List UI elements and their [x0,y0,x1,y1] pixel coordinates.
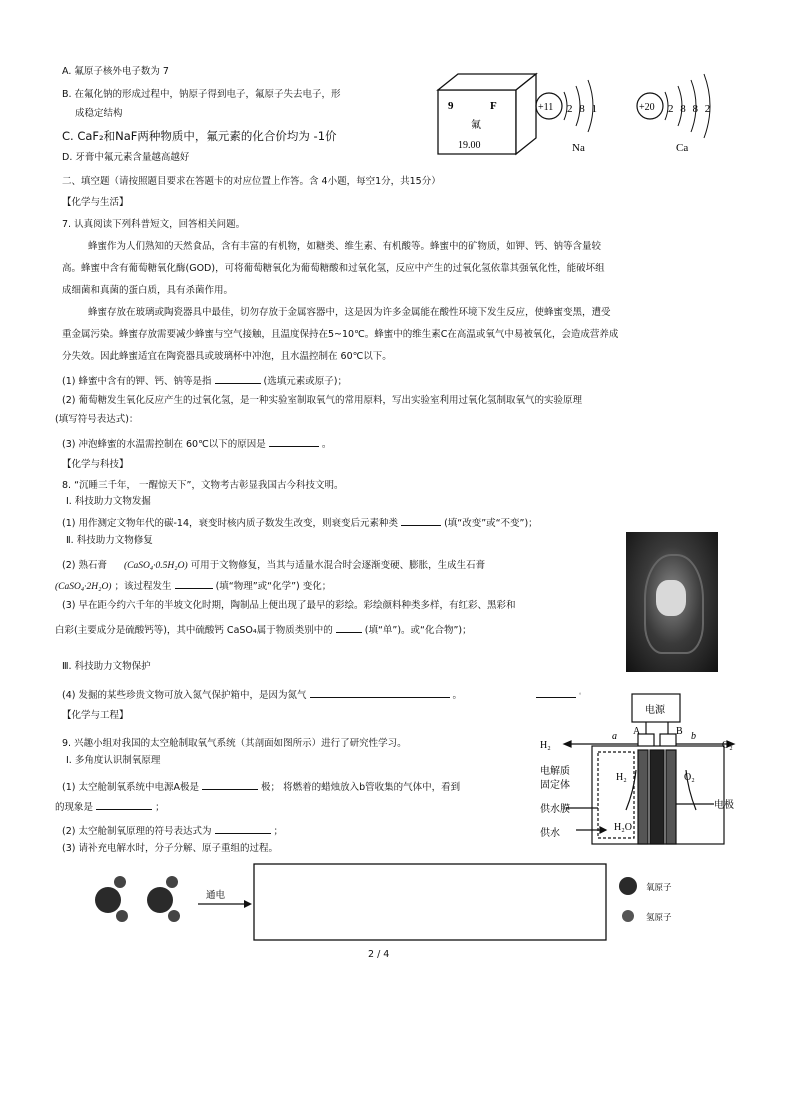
element-number: 9 [448,100,454,112]
legend-o-label: 氧原子 [646,882,672,892]
water-molecule-1 [95,876,128,922]
q9-title: 9. 兴趣小组对我国的太空舱制取氧气系统（其剖面如图所示）进行了研究性学习。 [62,738,407,749]
section-heading: 二、填空题（请按照题目要求在答题卡的对应位置上作答。含 4小题，每空1分，共15分） [62,176,441,187]
q7-sub3-blank[interactable] [269,436,319,447]
ca-atom-diagram [637,74,712,154]
tag-tech: 【化学与科技】 [62,459,129,470]
q8-sub2-d: (填“物理”或“化学”) 变化； [215,581,332,592]
ca-shells: 2 8 8 2 [668,103,713,115]
q9-sub2-text: (2) 太空舱制氧原理的符号表达式为 [62,826,212,837]
q8-sub2-b: 可用于文物修复，当其与适量水混合时会逐渐变硬、膨胀，生成生石膏 [190,560,486,571]
q8-sub4-tail-dot: 。 [579,689,586,696]
q9-sub1-a: (1) 太空舱制氧系统中电源A极是 [62,782,199,793]
legend-h-atom [622,910,634,922]
q7-sub1-end: (选填元素或原子)； [263,376,347,387]
q8-part2: Ⅱ. 科技助力文物修复 [66,535,153,546]
na-shells: 2 8 1 [567,103,599,115]
q7-sub3-text: (3) 冲泡蜂蜜的水温需控制在 60℃以下的原因是 [62,439,266,450]
q8-sub4-blank[interactable] [310,687,450,698]
page-number: 2 / 4 [368,949,390,960]
o2-out-label: O₂ [722,740,733,751]
arrow-label: 通电 [206,891,226,901]
label-A: A [633,726,641,737]
q8-sub2-a: (2) 熟石膏 [62,560,107,571]
q7-para2-line2: 重金属污染。蜂蜜存放需要减少蜂蜜与空气接触，且温度保持在5~10℃。蜂蜜中的维生素C在高温或氧气中易被氧化，会造成营养成 [62,329,619,340]
q7-sub3 [62,436,331,451]
water-molecule-2 [147,876,180,922]
label-a: a [612,731,617,742]
na-atom-diagram [536,80,599,154]
q9-sub1-blank2[interactable] [96,799,152,810]
artifact-photo [626,532,718,672]
option-c: C. CaF₂和NaF两种物质中，氟元素的化合价均为 -1价 [62,129,337,143]
q7-sub2-line2: (填写符号表达式)： [55,414,139,425]
tag-life: 【化学与生活】 [62,197,129,208]
na-nucleus: +11 [538,102,554,113]
legend-o-atom [619,877,637,895]
na-label: Na [572,142,585,154]
option-b-line1: B. 在氟化钠的形成过程中，钠原子得到电子，氟原子失去电子，形 [62,89,341,100]
q9-sub1-blank1[interactable] [202,779,258,790]
q9-sub1-line2 [55,799,165,814]
q8-sub2-line2 [55,578,331,593]
element-mass: 19.00 [458,140,481,151]
q9-sub1-c: 的现象是 [55,802,94,813]
h2o-label: H₂O [614,822,632,833]
q8-part3: Ⅲ. 科技助力文物保护 [62,661,151,672]
q8-sub3-end: (填“单”)。或“化合物”)； [364,625,472,636]
q9-part1: Ⅰ. 多角度认识制氧原理 [66,755,161,766]
q7-sub1-blank[interactable] [215,373,261,384]
q9-sub2-end: ； [273,826,284,837]
power-label: 电源 [645,705,665,716]
electrolyte-label2: 固定体 [540,780,570,791]
element-symbol: F [490,100,497,112]
q7-sub1-text: (1) 蜂蜜中含有的钾、钙、钠等是指 [62,376,212,387]
q8-sub3-line2 [55,622,472,637]
electrolyte-solid [650,750,664,844]
q8-sub3-blank[interactable] [336,622,362,633]
ca-label: Ca [676,142,689,154]
q8-sub3-text: 白彩(主要成分是硫酸钙等)，其中硫酸钙 CaSO₄属于物质类别中的 [55,625,333,636]
molecule-process-figure [86,860,686,946]
q9-sub1-line1 [62,779,460,794]
q8-sub1 [62,515,538,530]
electrode-left [638,750,648,844]
q8-sub1-blank[interactable] [401,515,441,526]
q7-para1-line1: 蜂蜜作为人们熟知的天然食品，含有丰富的有机物，如糖类、维生素、有机酸等。蜂蜜中的矿物质，如钾、钙、钠等含量较 [88,241,602,252]
h2-out-label: H₂ [540,740,551,751]
q7-para1-line2: 高。蜂蜜中含有葡萄糖氧化酶(GOD)，可将葡萄糖氧化为葡萄糖酸和过氧化氢，反应中产生的过氧化氢依靠其强氧化性，能破坏组 [62,263,605,274]
electrolysis-diagram [536,690,746,860]
element-cube [438,74,536,154]
q9-sub3: (3) 请补充电解水时，分子分解、原子重组的过程。 [62,843,278,854]
vase-portrait [656,580,686,616]
atom-structure-figure [430,62,740,162]
tag-eng: 【化学与工程】 [62,710,129,721]
q9-sub1-b: 极； 将燃着的蜡烛放入b管收集的气体中，看到 [261,782,461,793]
q7-para1-line3: 成细菌和真菌的蛋白质，具有杀菌作用。 [62,285,234,296]
q8-sub1-end: (填“改变”或“不变”)； [444,518,538,529]
electrode-label: 电极 [714,800,734,811]
q7-title: 7. 认真阅读下列科普短文，回答相关问题。 [62,219,246,230]
q8-sub2-formula1: (CaSO₄·0.5H₂O) [124,561,188,571]
ca-nucleus: +20 [639,102,655,113]
q8-sub2-blank[interactable] [175,578,213,589]
o2-in-label: O₂ [684,772,695,783]
option-a: A. 氟原子核外电子数为 7 [62,66,169,77]
q7-para2-line3: 分失效。因此蜂蜜适宜在陶瓷器具或玻璃杯中冲泡，且水温控制在 60℃以下。 [62,351,392,362]
membrane-label: 供水膜 [540,804,570,815]
q9-sub2-blank[interactable] [215,823,271,834]
q7-para2-line1: 蜂蜜存放在玻璃或陶瓷器具中最佳，切勿存放于金属容器中，这是因为许多金属能在酸性环境下发生反应，使蜂蜜变黑，遭受 [88,307,611,318]
water-label: 供水 [540,828,560,839]
q7-sub3-end: 。 [321,439,332,450]
q9-sub2 [62,823,283,838]
answer-box[interactable] [254,864,606,940]
label-B: B [676,726,683,737]
q8-sub4-end: 。 [452,690,463,701]
q8-sub4-text: (4) 发掘的某些珍贵文物可放入氮气保护箱中，是因为氮气 [62,690,307,701]
label-b: b [691,731,696,742]
electrolyte-label1: 电解质 [540,766,570,777]
q8-sub3-line1: (3) 早在距今约六千年的半坡文化时期，陶制品上便出现了最早的彩绘。彩绘颜料种类多样，有红彩、黑彩和 [62,600,516,611]
q8-sub2-c: ；该过程发生 [114,581,172,592]
option-d: D. 牙膏中氟元素含量越高越好 [62,152,190,163]
q7-sub1 [62,373,347,388]
h2-in-label: H₂ [616,772,627,783]
q8-sub2-line1 [62,560,485,572]
element-name: 氟 [471,120,481,131]
q8-title: 8. “沉睡三千年， 一醒惊天下”，文物考古彰显我国古今科技文明。 [62,480,344,491]
q8-part1: Ⅰ. 科技助力文物发掘 [66,496,151,507]
q8-sub1-text: (1) 用作测定文物年代的碳-14，衰变时核内质子数发生改变，则衰变后元素种类 [62,518,398,529]
q8-sub2-formula2: (CaSO₄·2H₂O) [55,582,112,592]
q8-sub4 [62,687,462,702]
electrode-right [666,750,676,844]
q7-sub2-line1: (2) 葡萄糖发生氧化反应产生的过氧化氢，是一种实验室制取氧气的常用原料，写出实验室利用过氧化氢制取氧气的实验原理 [62,395,582,406]
option-b-line2: 成稳定结构 [75,108,123,119]
q9-sub1-d: ； [155,802,165,813]
legend-h-label: 氢原子 [646,912,672,922]
